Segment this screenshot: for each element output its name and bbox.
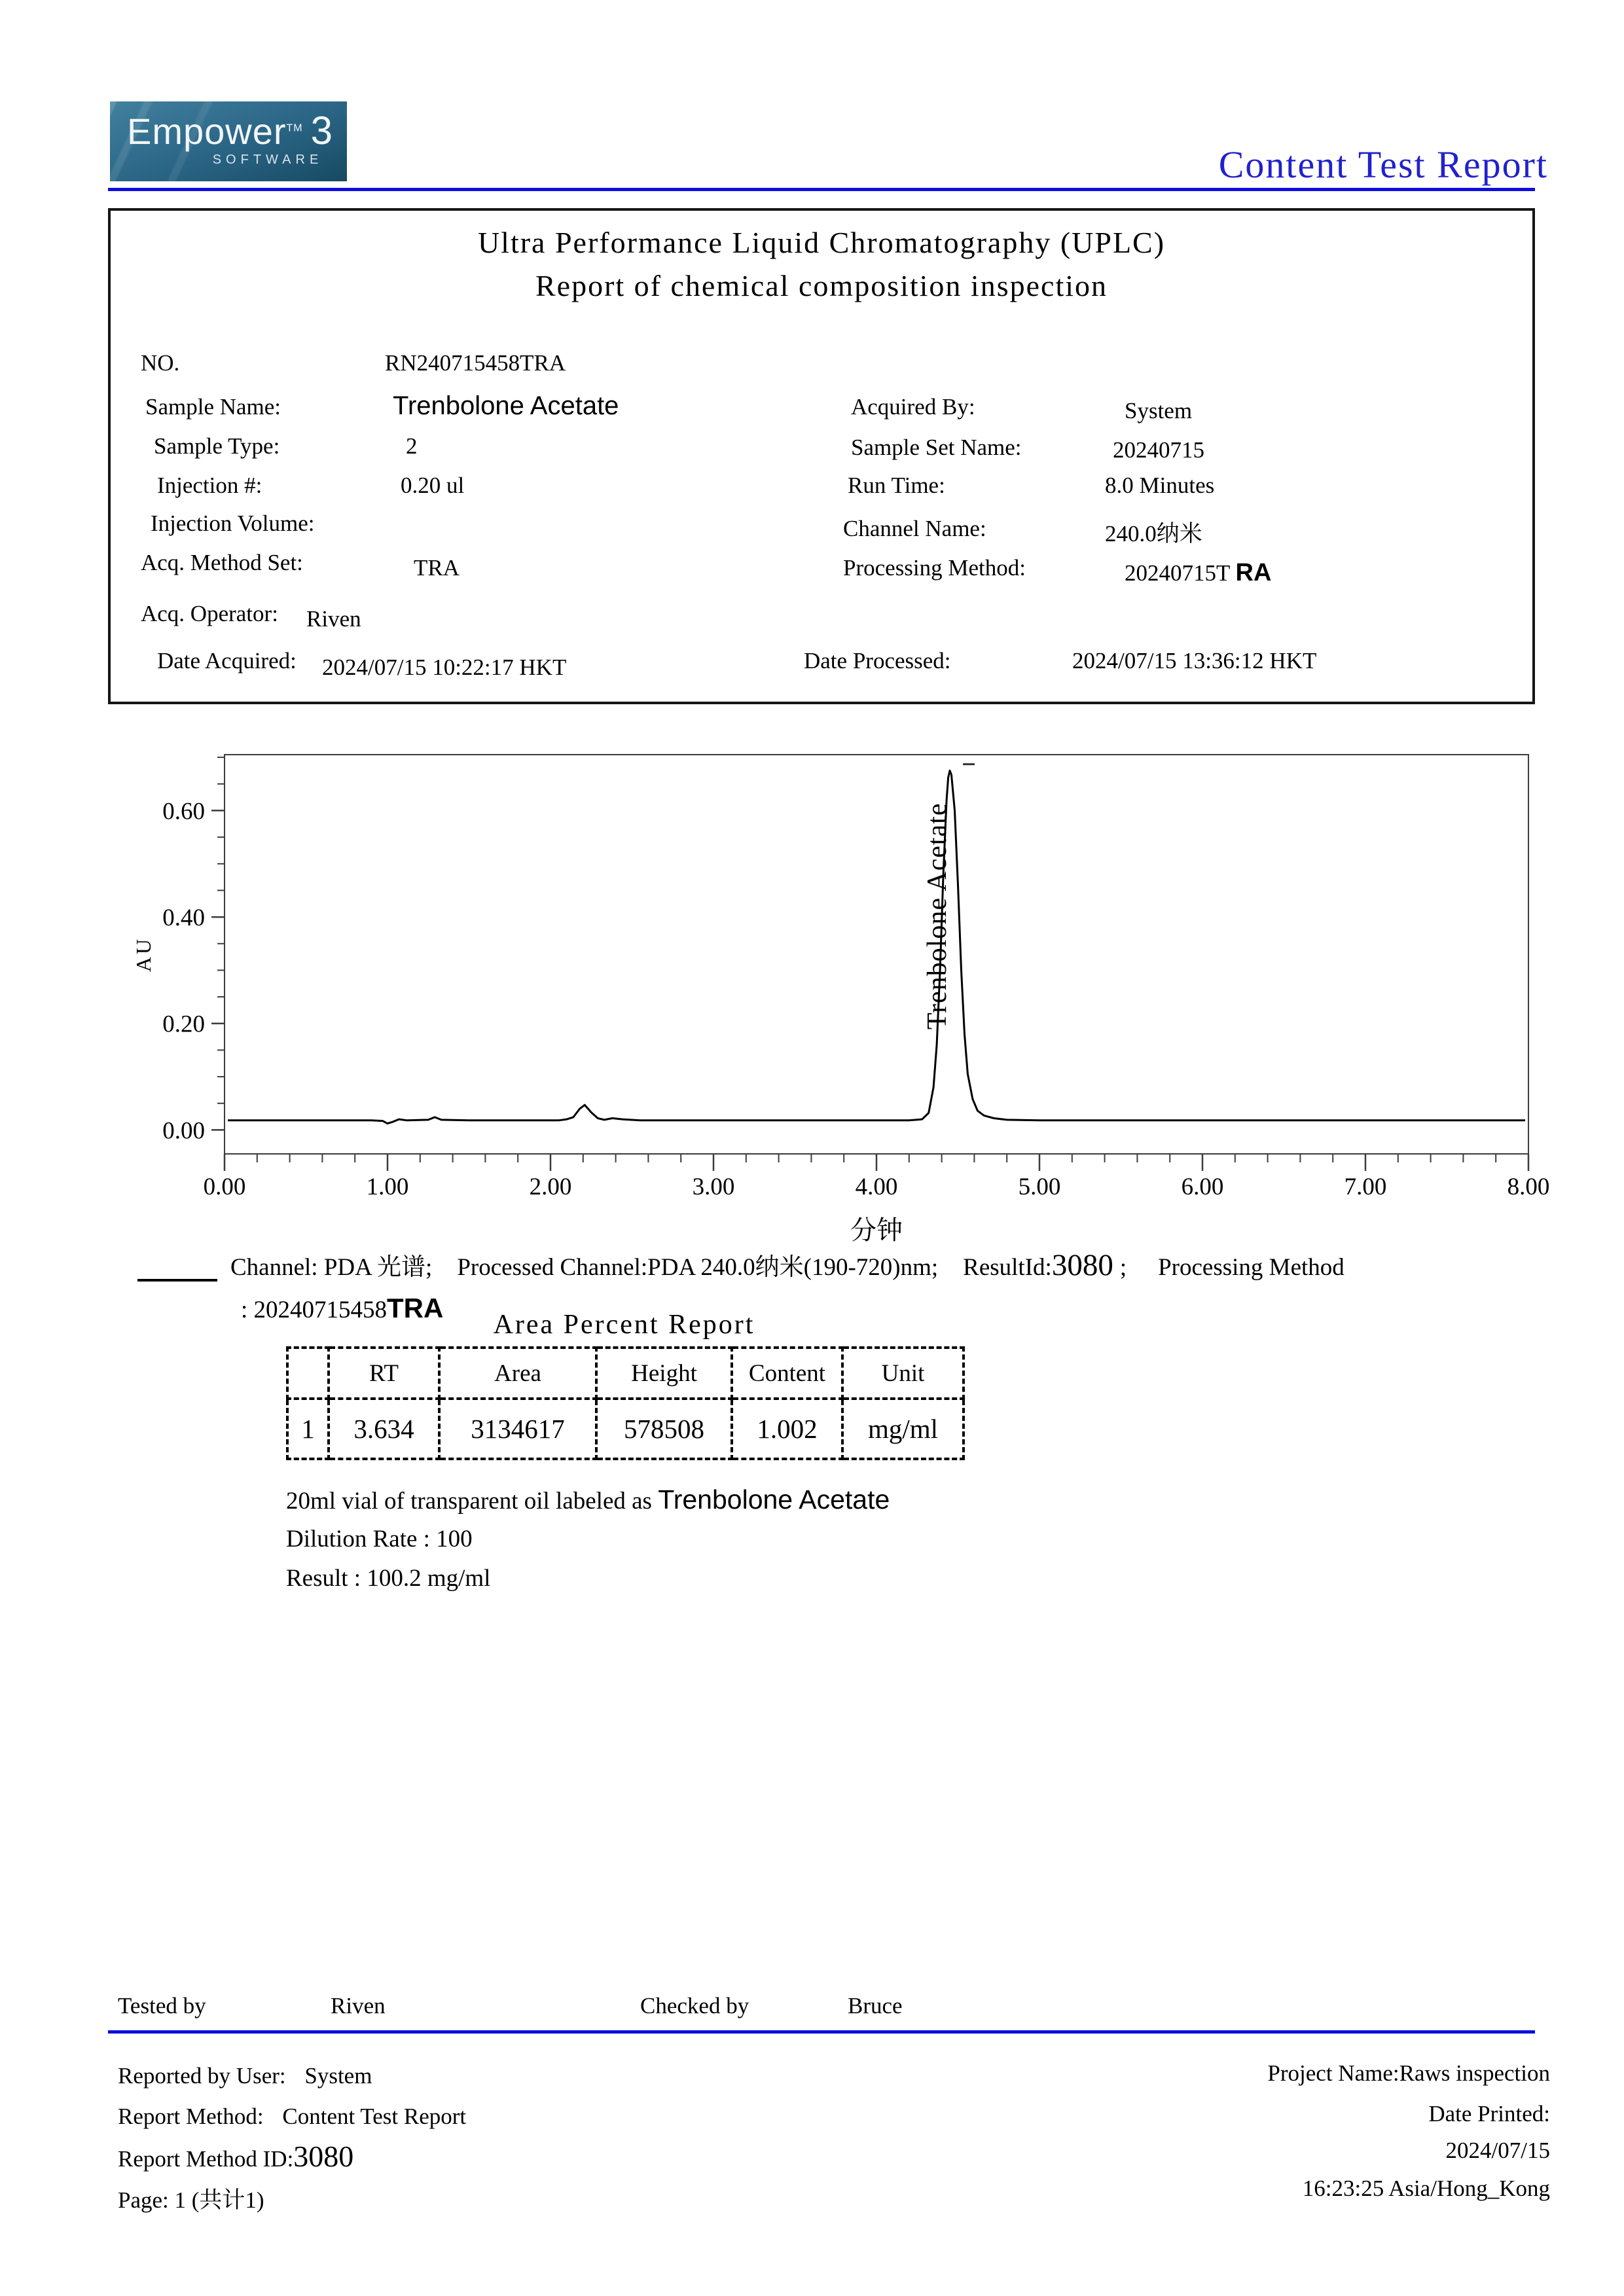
processing-method-main: 20240715T [1125, 560, 1236, 586]
reported-by-value: System [304, 2063, 372, 2089]
x-tick-label: 8.00 [1507, 1174, 1550, 1200]
cell-rt: 3.634 [329, 1399, 439, 1459]
channel-note-processed: Processed Channel:PDA 240.0纳米(190-720)nm; [457, 1254, 939, 1281]
area-report-table [286, 1346, 965, 1460]
field-no-label: NO. [141, 350, 180, 376]
empower-logo [110, 101, 347, 181]
report-method-id-label: Report Method ID: [118, 2146, 294, 2172]
x-axis-title: 分钟 [850, 1215, 903, 1245]
cell-content: 1.002 [732, 1399, 842, 1459]
channel-note-resultid-label: ResultId: [963, 1254, 1052, 1281]
field-acq-operator-value: Riven [306, 606, 361, 632]
peak-label: Trenbolone Acetate [922, 802, 953, 1030]
report-method-id-line [118, 2139, 353, 2174]
field-run-time-label: Run Time: [848, 473, 945, 498]
report-method-line [118, 2104, 466, 2130]
field-injection-num-value: 0.20 ul [401, 473, 465, 498]
field-channel-name-value: 240.0纳米 [1105, 521, 1202, 547]
field-processing-method-value [1125, 559, 1271, 587]
channel-note-processing-method: Processing Method [1158, 1254, 1344, 1281]
x-tick-label: 5.00 [1018, 1174, 1061, 1200]
field-no-value: RN240715458TRA [385, 350, 566, 376]
logo-version: 3 [310, 109, 334, 152]
trace-line [228, 770, 1525, 1123]
box-title-line1: Ultra Performance Liquid Chromatography (UPLC) [477, 226, 1166, 259]
field-acquired-by-value: System [1125, 398, 1193, 423]
field-date-processed-label: Date Processed: [804, 648, 951, 673]
logo-brand: Empower [127, 111, 287, 152]
channel-note-method-id-suffix: TRA [387, 1293, 444, 1323]
y-tick-label: 0.20 [162, 1011, 205, 1038]
reported-by-line [118, 2063, 372, 2089]
col-height: Height [596, 1348, 732, 1399]
logo-subtitle: SOFTWARE [212, 152, 323, 167]
channel-note-method-id: : 20240715458 [241, 1297, 388, 1323]
y-tick-label: 0.00 [162, 1117, 205, 1145]
sample-note-name: Trenbolone Acetate [658, 1484, 890, 1515]
cell-unit: mg/ml [842, 1399, 964, 1459]
y-tick-label: 0.60 [162, 798, 205, 825]
field-acq-method-set-value: TRA [414, 555, 460, 581]
y-tick-label: 0.40 [162, 905, 205, 932]
field-sample-set-name-label: Sample Set Name: [851, 435, 1022, 460]
field-injection-volume-label: Injection Volume: [151, 511, 315, 536]
field-sample-type-value: 2 [406, 433, 418, 459]
trace-legend-line [137, 1279, 217, 1282]
page-number: Page: 1 (共计1) [118, 2187, 264, 2213]
field-sample-type-label: Sample Type: [154, 433, 280, 459]
area-table-header-row [287, 1348, 964, 1399]
reported-by-label: Reported by User: [118, 2063, 286, 2089]
x-tick-label: 1.00 [366, 1174, 409, 1200]
cell-height: 578508 [596, 1399, 732, 1459]
field-processing-method-label: Processing Method: [843, 555, 1026, 581]
field-run-time-value: 8.0 Minutes [1105, 473, 1215, 498]
col-content: Content [732, 1348, 842, 1399]
channel-note-channel: Channel: PDA 光谱; [230, 1254, 433, 1281]
col-rt: RT [329, 1348, 439, 1399]
logo-tm: TM [286, 122, 303, 134]
processing-method-suffix: RA [1235, 559, 1272, 586]
date-printed-date: 2024/07/15 [1445, 2138, 1550, 2163]
logo-wordmark [127, 108, 333, 153]
report-method-label: Report Method: [118, 2104, 264, 2129]
date-printed-label: Date Printed: [1428, 2101, 1550, 2126]
field-acq-operator-label: Acq. Operator: [141, 601, 278, 626]
channel-note-line1 [230, 1247, 1344, 1283]
x-tick-label: 3.00 [692, 1174, 735, 1200]
field-sample-set-name-value: 20240715 [1113, 437, 1204, 463]
channel-note-semicolon: ; [1119, 1254, 1127, 1281]
field-acquired-by-label: Acquired By: [851, 394, 975, 420]
report-method-id-value: 3080 [293, 2140, 354, 2173]
area-table-data-row [287, 1399, 964, 1459]
tested-by-value: Riven [331, 1993, 386, 2018]
cell-area: 3134617 [439, 1399, 596, 1459]
area-report-title: Area Percent Report [493, 1310, 755, 1340]
chromatogram-chart [131, 749, 1591, 1260]
header-rule [108, 188, 1535, 191]
dilution-rate-line: Dilution Rate : 100 [286, 1526, 473, 1552]
col-unit: Unit [842, 1348, 964, 1399]
report-method-value: Content Test Report [282, 2104, 467, 2129]
y-axis-title: AU [132, 936, 155, 973]
field-sample-name-label: Sample Name: [145, 394, 281, 420]
plot-frame [225, 755, 1528, 1154]
cell-index: 1 [287, 1399, 329, 1459]
sample-note-desc: 20ml vial of transparent oil labeled as [286, 1488, 659, 1515]
box-title-line2: Report of chemical composition inspection [535, 269, 1108, 302]
field-injection-num-label: Injection #: [157, 473, 262, 498]
field-sample-name-value: Trenbolone Acetate [393, 391, 619, 420]
field-date-acquired-label: Date Acquired: [157, 648, 297, 673]
field-channel-name-label: Channel Name: [843, 516, 986, 541]
field-acq-method-set-label: Acq. Method Set: [141, 550, 303, 575]
col-area: Area [439, 1348, 596, 1399]
tested-by-label: Tested by [118, 1993, 206, 2018]
x-tick-label: 4.00 [855, 1174, 898, 1200]
project-name: Project Name:Raws inspection [1267, 2060, 1550, 2086]
checked-by-label: Checked by [640, 1993, 749, 2018]
field-date-acquired-value: 2024/07/15 10:22:17 HKT [322, 655, 567, 680]
channel-note-resultid-value: 3080 [1051, 1248, 1113, 1282]
col-index [287, 1348, 329, 1399]
x-tick-label: 6.00 [1181, 1174, 1224, 1200]
sample-note-line1 [286, 1484, 890, 1515]
report-title: Content Test Report [1218, 143, 1548, 186]
field-date-processed-value: 2024/07/15 13:36:12 HKT [1072, 648, 1317, 673]
x-tick-label: 7.00 [1344, 1174, 1387, 1200]
x-tick-label: 0.00 [203, 1174, 246, 1200]
date-printed-time: 16:23:25 Asia/Hong_Kong [1302, 2176, 1550, 2201]
x-tick-label: 2.00 [529, 1174, 572, 1200]
chromatogram-wrap [131, 749, 1591, 1260]
footer-rule [108, 2030, 1535, 2034]
result-line: Result : 100.2 mg/ml [286, 1565, 491, 1592]
checked-by-value: Bruce [848, 1993, 903, 2018]
